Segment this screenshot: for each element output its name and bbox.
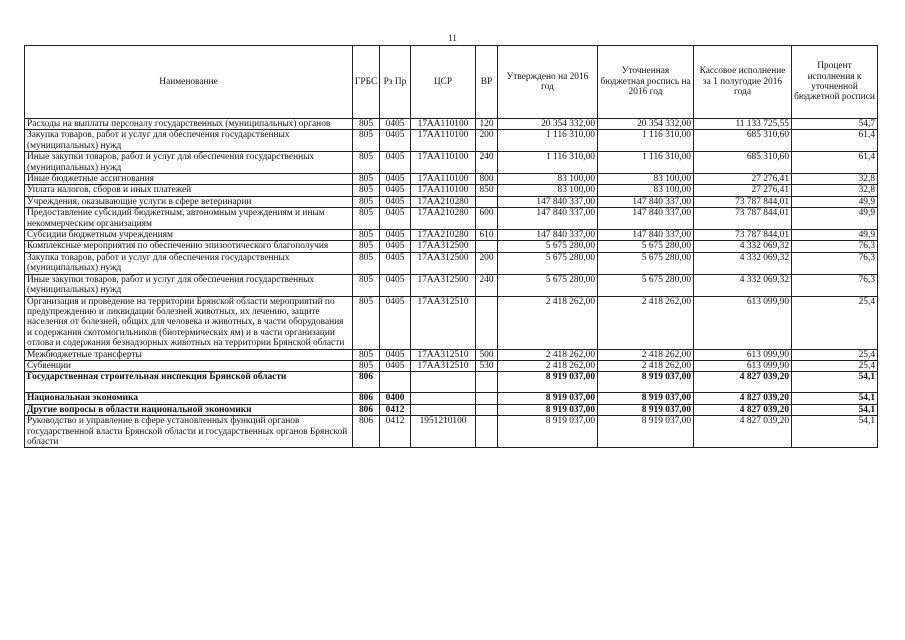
table-row xyxy=(25,349,878,360)
cell-percent: 49,9 xyxy=(792,196,878,207)
cell-refined: 83 100,00 xyxy=(598,185,694,196)
cell-cash: 27 276,41 xyxy=(694,185,792,196)
cell-percent: 49,9 xyxy=(792,208,878,230)
cell-percent: 25,4 xyxy=(792,360,878,371)
cell-percent: 32,8 xyxy=(792,174,878,185)
cell-name: Государственная строительная инспекция Брянской области xyxy=(25,372,353,393)
header-cash: Кассовое исполнение за 1 полугодие 2016 года xyxy=(694,46,792,119)
cell-vr: 240 xyxy=(476,152,498,174)
cell-rzpr xyxy=(380,372,411,393)
cell-cash: 4 827 039,20 xyxy=(694,393,792,404)
cell-cash: 4 827 039,20 xyxy=(694,372,792,393)
cell-grbs: 806 xyxy=(353,393,380,404)
table-header-row xyxy=(25,46,878,119)
cell-rzpr: 0405 xyxy=(380,130,411,152)
cell-rzpr: 0405 xyxy=(380,349,411,360)
cell-refined: 2 418 262,00 xyxy=(598,296,694,349)
cell-approved: 83 100,00 xyxy=(498,185,598,196)
cell-percent: 49,9 xyxy=(792,230,878,241)
cell-csr: 17АА110100 xyxy=(411,174,476,185)
cell-approved: 147 840 337,00 xyxy=(498,230,598,241)
cell-vr: 800 xyxy=(476,174,498,185)
cell-csr: 17АА110100 xyxy=(411,119,476,130)
cell-name: Иные бюджетные ассигнования xyxy=(25,174,353,185)
cell-grbs: 805 xyxy=(353,349,380,360)
table-row xyxy=(25,152,878,174)
table-row-section xyxy=(25,372,878,393)
cell-name: Межбюджетные трансферты xyxy=(25,349,353,360)
cell-csr: 1951210100 xyxy=(411,416,476,448)
cell-grbs: 805 xyxy=(353,296,380,349)
cell-refined: 8 919 037,00 xyxy=(598,372,694,393)
cell-approved: 5 675 280,00 xyxy=(498,252,598,274)
cell-grbs: 805 xyxy=(353,208,380,230)
cell-name: Национальная экономика xyxy=(25,393,353,404)
header-csr: ЦСР xyxy=(411,46,476,119)
table-row xyxy=(25,241,878,252)
cell-cash: 685 310,60 xyxy=(694,152,792,174)
cell-vr xyxy=(476,241,498,252)
cell-grbs: 805 xyxy=(353,152,380,174)
table-row xyxy=(25,252,878,274)
cell-percent: 76,3 xyxy=(792,274,878,296)
cell-refined: 1 116 310,00 xyxy=(598,152,694,174)
cell-vr: 530 xyxy=(476,360,498,371)
cell-name: Субсидии бюджетным учреждениям xyxy=(25,230,353,241)
header-percent: Процент исполнения к уточненной бюджетной росписи xyxy=(792,46,878,119)
cell-grbs: 806 xyxy=(353,404,380,415)
cell-rzpr: 0400 xyxy=(380,393,411,404)
header-approved: Утверждено на 2016 год xyxy=(498,46,598,119)
cell-grbs: 805 xyxy=(353,185,380,196)
cell-csr xyxy=(411,404,476,415)
cell-cash: 4 827 039,20 xyxy=(694,416,792,448)
table-row xyxy=(25,296,878,349)
cell-refined: 83 100,00 xyxy=(598,174,694,185)
cell-csr xyxy=(411,393,476,404)
cell-vr: 200 xyxy=(476,130,498,152)
cell-csr: 17АА312510 xyxy=(411,360,476,371)
cell-approved: 20 354 332,00 xyxy=(498,119,598,130)
cell-csr: 17АА210280 xyxy=(411,208,476,230)
cell-refined: 8 919 037,00 xyxy=(598,393,694,404)
budget-execution-table xyxy=(24,45,878,448)
cell-csr: 17АА210280 xyxy=(411,230,476,241)
table-row-section xyxy=(25,404,878,415)
cell-rzpr: 0405 xyxy=(380,208,411,230)
cell-refined: 1 116 310,00 xyxy=(598,130,694,152)
header-name: Наименование xyxy=(25,46,353,119)
cell-cash: 685 310,60 xyxy=(694,130,792,152)
cell-percent: 54,1 xyxy=(792,372,878,393)
cell-grbs: 805 xyxy=(353,130,380,152)
cell-approved: 5 675 280,00 xyxy=(498,274,598,296)
cell-vr: 200 xyxy=(476,252,498,274)
table-row xyxy=(25,230,878,241)
cell-vr xyxy=(476,196,498,207)
cell-approved: 8 919 037,00 xyxy=(498,404,598,415)
cell-approved: 8 919 037,00 xyxy=(498,372,598,393)
table-row xyxy=(25,360,878,371)
cell-percent: 54,7 xyxy=(792,119,878,130)
cell-name: Иные закупки товаров, работ и услуг для обеспечения государственных (муниципальных) нужд xyxy=(25,152,353,174)
cell-name: Организация и проведение на территории Брянской области мероприятий по предупреждению и ликвидации болезней животных, их лечению, защите населения от болезней, общих для человека и животных, в части оборудования и содержания скотомогильников (биотермических ям) и в части организации отлова и содержания безнадзорных животных на территории Брянской области xyxy=(25,296,353,349)
table-row xyxy=(25,174,878,185)
cell-refined: 147 840 337,00 xyxy=(598,230,694,241)
table-row xyxy=(25,130,878,152)
cell-grbs: 805 xyxy=(353,241,380,252)
header-refined: Уточненная бюджетная роспись на 2016 год xyxy=(598,46,694,119)
cell-cash: 27 276,41 xyxy=(694,174,792,185)
table-row xyxy=(25,208,878,230)
cell-rzpr: 0405 xyxy=(380,360,411,371)
cell-grbs: 805 xyxy=(353,360,380,371)
cell-cash: 4 332 069,32 xyxy=(694,252,792,274)
cell-csr: 17АА312500 xyxy=(411,252,476,274)
cell-cash: 613 099,90 xyxy=(694,349,792,360)
cell-csr: 17АА312500 xyxy=(411,241,476,252)
cell-vr: 850 xyxy=(476,185,498,196)
cell-refined: 147 840 337,00 xyxy=(598,208,694,230)
table-row xyxy=(25,274,878,296)
cell-rzpr: 0405 xyxy=(380,174,411,185)
cell-percent: 54,1 xyxy=(792,393,878,404)
cell-grbs: 805 xyxy=(353,174,380,185)
cell-approved: 5 675 280,00 xyxy=(498,241,598,252)
table-row xyxy=(25,196,878,207)
cell-percent: 76,3 xyxy=(792,252,878,274)
cell-rzpr: 0405 xyxy=(380,296,411,349)
cell-approved: 2 418 262,00 xyxy=(498,349,598,360)
cell-csr: 17АА312510 xyxy=(411,349,476,360)
cell-refined: 20 354 332,00 xyxy=(598,119,694,130)
cell-refined: 5 675 280,00 xyxy=(598,241,694,252)
cell-csr xyxy=(411,372,476,393)
cell-name: Субвенции xyxy=(25,360,353,371)
cell-percent: 25,4 xyxy=(792,296,878,349)
cell-csr: 17АА312510 xyxy=(411,296,476,349)
cell-approved: 2 418 262,00 xyxy=(498,360,598,371)
cell-approved: 1 116 310,00 xyxy=(498,130,598,152)
cell-cash: 4 827 039,20 xyxy=(694,404,792,415)
cell-refined: 2 418 262,00 xyxy=(598,360,694,371)
cell-vr xyxy=(476,404,498,415)
cell-csr: 17АА110100 xyxy=(411,185,476,196)
cell-approved: 1 116 310,00 xyxy=(498,152,598,174)
cell-vr xyxy=(476,416,498,448)
cell-rzpr: 0405 xyxy=(380,152,411,174)
cell-cash: 613 099,90 xyxy=(694,296,792,349)
cell-grbs: 805 xyxy=(353,230,380,241)
table-row xyxy=(25,119,878,130)
cell-rzpr: 0405 xyxy=(380,196,411,207)
cell-name: Закупка товаров, работ и услуг для обеспечения государственных (муниципальных) нужд xyxy=(25,252,353,274)
cell-csr: 17АА110100 xyxy=(411,152,476,174)
cell-csr: 17АА110100 xyxy=(411,130,476,152)
cell-name: Расходы на выплаты персоналу государственных (муниципальных) органов xyxy=(25,119,353,130)
cell-vr xyxy=(476,393,498,404)
table-row xyxy=(25,185,878,196)
page-number: 11 xyxy=(448,33,457,43)
cell-cash: 613 099,90 xyxy=(694,360,792,371)
cell-grbs: 805 xyxy=(353,196,380,207)
cell-cash: 73 787 844,01 xyxy=(694,196,792,207)
cell-approved: 147 840 337,00 xyxy=(498,208,598,230)
cell-name: Уплата налогов, сборов и иных платежей xyxy=(25,185,353,196)
table-row xyxy=(25,416,878,448)
cell-rzpr: 0405 xyxy=(380,230,411,241)
cell-rzpr: 0405 xyxy=(380,119,411,130)
cell-cash: 11 133 725,55 xyxy=(694,119,792,130)
cell-approved: 83 100,00 xyxy=(498,174,598,185)
cell-grbs: 805 xyxy=(353,274,380,296)
cell-refined: 8 919 037,00 xyxy=(598,416,694,448)
cell-name: Комплексные мероприятия по обеспечению эпизоотического благополучия xyxy=(25,241,353,252)
cell-vr: 500 xyxy=(476,349,498,360)
header-rzpr: Рз Пр xyxy=(380,46,411,119)
cell-cash: 73 787 844,01 xyxy=(694,230,792,241)
cell-cash: 4 332 069,32 xyxy=(694,274,792,296)
cell-vr: 240 xyxy=(476,274,498,296)
cell-rzpr: 0405 xyxy=(380,241,411,252)
cell-name: Учреждения, оказывающие услуги в сфере ветеринарии xyxy=(25,196,353,207)
cell-vr: 610 xyxy=(476,230,498,241)
cell-percent: 76,3 xyxy=(792,241,878,252)
cell-name: Другие вопросы в области национальной экономики xyxy=(25,404,353,415)
cell-rzpr: 0405 xyxy=(380,274,411,296)
table-row-section xyxy=(25,393,878,404)
cell-approved: 8 919 037,00 xyxy=(498,393,598,404)
cell-vr xyxy=(476,372,498,393)
cell-grbs: 805 xyxy=(353,119,380,130)
cell-name: Закупка товаров, работ и услуг для обеспечения государственных (муниципальных) нужд xyxy=(25,130,353,152)
cell-name: Руководство и управление в сфере установленных функций органов государственной власти Брянской области и государственных органов Брянской области xyxy=(25,416,353,448)
cell-grbs: 806 xyxy=(353,372,380,393)
cell-refined: 2 418 262,00 xyxy=(598,349,694,360)
header-grbs: ГРБС xyxy=(353,46,380,119)
cell-cash: 73 787 844,01 xyxy=(694,208,792,230)
cell-percent: 61,4 xyxy=(792,130,878,152)
cell-percent: 25,4 xyxy=(792,349,878,360)
cell-rzpr: 0405 xyxy=(380,185,411,196)
cell-refined: 147 840 337,00 xyxy=(598,196,694,207)
cell-vr: 600 xyxy=(476,208,498,230)
cell-grbs: 805 xyxy=(353,252,380,274)
header-vr: ВР xyxy=(476,46,498,119)
cell-name: Предоставление субсидий бюджетным, автономным учреждениям и иным некоммерческим организациям xyxy=(25,208,353,230)
cell-percent: 54,1 xyxy=(792,404,878,415)
cell-refined: 5 675 280,00 xyxy=(598,274,694,296)
cell-percent: 54,1 xyxy=(792,416,878,448)
cell-vr: 120 xyxy=(476,119,498,130)
cell-approved: 8 919 037,00 xyxy=(498,416,598,448)
cell-percent: 32,8 xyxy=(792,185,878,196)
cell-approved: 2 418 262,00 xyxy=(498,296,598,349)
cell-name: Иные закупки товаров, работ и услуг для обеспечения государственных (муниципальных) нужд xyxy=(25,274,353,296)
cell-refined: 5 675 280,00 xyxy=(598,252,694,274)
cell-grbs: 806 xyxy=(353,416,380,448)
cell-approved: 147 840 337,00 xyxy=(498,196,598,207)
cell-percent: 61,4 xyxy=(792,152,878,174)
cell-rzpr: 0412 xyxy=(380,404,411,415)
cell-cash: 4 332 069,32 xyxy=(694,241,792,252)
cell-rzpr: 0405 xyxy=(380,252,411,274)
cell-refined: 8 919 037,00 xyxy=(598,404,694,415)
cell-csr: 17АА312500 xyxy=(411,274,476,296)
cell-csr: 17АА210280 xyxy=(411,196,476,207)
cell-vr xyxy=(476,296,498,349)
cell-rzpr: 0412 xyxy=(380,416,411,448)
